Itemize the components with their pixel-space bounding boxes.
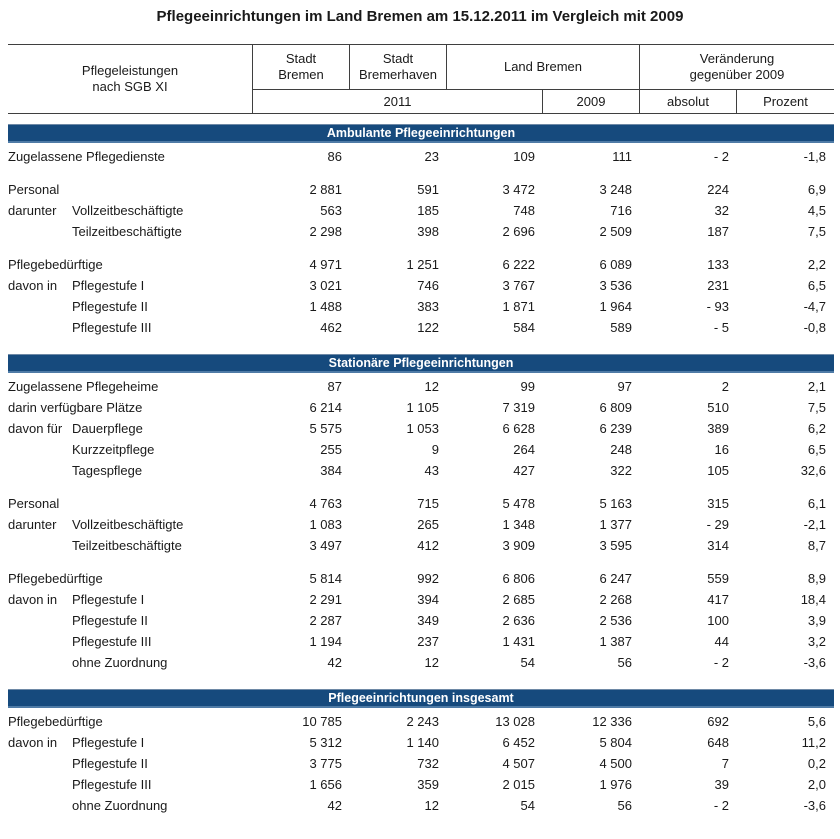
cell-value: 56	[617, 655, 632, 670]
cell-value: 3,9	[807, 613, 826, 628]
table-row	[8, 146, 834, 167]
row-label-text: Zugelassene Pflegeheime	[8, 379, 159, 394]
cell-value: 2 243	[406, 714, 439, 729]
cell-value: 11,2	[801, 735, 826, 750]
header-absolut-text: absolut	[667, 93, 709, 109]
row-label	[8, 442, 253, 457]
cell-value: 2 509	[599, 224, 632, 239]
cell-value: 265	[417, 517, 439, 532]
row-label-text: Pflegestufe II	[72, 299, 148, 314]
cell-value: 1 871	[502, 299, 535, 314]
header-year-2009	[543, 89, 640, 113]
cell-value: 4 971	[309, 257, 342, 272]
cell-value: 746	[417, 278, 439, 293]
cell-value: 16	[714, 442, 729, 457]
header-land-bremen-text: Land Bremen	[503, 59, 583, 74]
cell-value: 255	[320, 442, 342, 457]
cell-value: 44	[714, 634, 729, 649]
cell-value: 6 806	[502, 571, 535, 586]
row-label-prefix	[8, 463, 72, 478]
cell-value: - 5	[713, 320, 729, 335]
cell-value: 6 452	[502, 735, 535, 750]
cell-value: 6,5	[807, 278, 826, 293]
header-year-2009-text: 2009	[576, 93, 606, 109]
cell-value: - 2	[713, 655, 729, 670]
cell-value: 5 804	[599, 735, 632, 750]
row-label-prefix: darunter	[8, 517, 57, 532]
row-label-prefix	[8, 224, 72, 239]
row-label-text: Vollzeitbeschäftigte	[72, 203, 184, 218]
row-label	[8, 496, 253, 511]
cell-value: 18,4	[800, 592, 826, 607]
row-label-prefix	[8, 756, 72, 771]
table-row	[8, 179, 834, 200]
row-label-text: Pflegestufe III	[72, 634, 152, 649]
section-band: Stationäre Pflegeeinrichtungen	[8, 354, 834, 373]
header-year-2011-text: 2011	[383, 93, 412, 109]
cell-value: 510	[707, 400, 729, 415]
table-row	[8, 753, 834, 774]
header-prozent-text: Prozent	[763, 93, 808, 109]
cell-value: 6,1	[807, 496, 826, 511]
cell-value: - 93	[706, 299, 729, 314]
cell-value: 12	[424, 655, 439, 670]
cell-value: 10 785	[302, 714, 342, 729]
table-row	[8, 296, 834, 317]
cell-value: 3 536	[599, 278, 632, 293]
table-row	[8, 568, 834, 589]
cell-value: 5 814	[309, 571, 342, 586]
cell-value: 87	[327, 379, 342, 394]
row-label	[8, 149, 253, 164]
table-row	[8, 254, 834, 275]
row-label	[8, 592, 253, 607]
cell-value: 589	[610, 320, 632, 335]
cell-value: 992	[417, 571, 439, 586]
row-label	[8, 538, 253, 553]
cell-value: - 29	[706, 517, 729, 532]
table-row	[8, 317, 834, 338]
section-rows	[8, 146, 834, 338]
row-label-text: Pflegestufe I	[72, 278, 145, 293]
row-label-prefix	[8, 777, 72, 792]
row-label	[8, 379, 253, 394]
cell-value: 5 312	[309, 735, 342, 750]
row-label	[8, 634, 253, 649]
row-label-text: Pflegebedürftige	[8, 571, 103, 586]
cell-value: 2 685	[502, 592, 535, 607]
cell-value: 417	[707, 592, 729, 607]
cell-value: 3,2	[807, 634, 826, 649]
row-label-text: Dauerpflege	[72, 421, 143, 436]
cell-value: 1 488	[309, 299, 342, 314]
row-label	[8, 463, 253, 478]
row-label-text: Pflegestufe I	[72, 735, 145, 750]
cell-value: 5 575	[309, 421, 342, 436]
cell-value: 7 319	[502, 400, 535, 415]
cell-value: 12	[424, 798, 439, 813]
table-row	[8, 376, 834, 397]
row-label-text: Pflegestufe II	[72, 613, 148, 628]
header-stadt-bremerhaven	[350, 45, 447, 89]
cell-value: 715	[417, 496, 439, 511]
row-label-text: Pflegestufe III	[72, 320, 152, 335]
cell-value: 6 247	[599, 571, 632, 586]
cell-value: 185	[417, 203, 439, 218]
cell-value: 563	[320, 203, 342, 218]
table-header	[8, 44, 834, 114]
cell-value: 2 298	[309, 224, 342, 239]
table-section	[8, 354, 834, 673]
cell-value: 224	[707, 182, 729, 197]
cell-value: 100	[707, 613, 729, 628]
cell-value: 412	[417, 538, 439, 553]
table-row	[8, 418, 834, 439]
cell-value: 99	[520, 379, 535, 394]
cell-value: 2,2	[807, 257, 826, 272]
cell-value: 32,6	[800, 463, 826, 478]
row-label	[8, 299, 253, 314]
cell-value: 109	[513, 149, 535, 164]
cell-value: 6,9	[807, 182, 826, 197]
cell-value: 314	[707, 538, 729, 553]
cell-value: -2,1	[803, 517, 826, 532]
header-stadt-bremen-text: Stadt Bremen	[278, 51, 324, 82]
table-row	[8, 795, 834, 816]
cell-value: 3 248	[599, 182, 632, 197]
row-label-prefix: davon in	[8, 592, 58, 607]
cell-value: 133	[707, 257, 729, 272]
cell-value: 3 021	[309, 278, 342, 293]
table-row	[8, 711, 834, 732]
table-row	[8, 631, 834, 652]
row-label	[8, 400, 253, 415]
section-rows	[8, 376, 834, 673]
row-label	[8, 278, 253, 293]
row-label-text: Pflegestufe II	[72, 756, 148, 771]
header-row-label-text: Pflegeleistungen nach SGB XI	[81, 63, 179, 94]
cell-value: 122	[417, 320, 439, 335]
table-row	[8, 275, 834, 296]
cell-value: 39	[714, 777, 729, 792]
row-label-prefix	[8, 442, 72, 457]
cell-value: 54	[520, 798, 535, 813]
cell-value: 8,9	[807, 571, 826, 586]
cell-value: 86	[327, 149, 342, 164]
cell-value: 6 214	[309, 400, 342, 415]
cell-value: 3 472	[502, 182, 535, 197]
table-section	[8, 689, 834, 816]
page-title: Pflegeeinrichtungen im Land Bremen am 15.12.2011 im Vergleich mit 2009	[156, 8, 684, 25]
cell-value: 559	[707, 571, 729, 586]
cell-value: 13 028	[495, 714, 535, 729]
cell-value: - 2	[713, 149, 729, 164]
cell-value: 648	[707, 735, 729, 750]
row-label-text: ohne Zuordnung	[72, 798, 168, 813]
cell-value: 427	[513, 463, 535, 478]
table-row	[8, 652, 834, 673]
row-label-prefix	[8, 634, 72, 649]
cell-value: 1 251	[406, 257, 439, 272]
cell-value: 5 478	[502, 496, 535, 511]
cell-value: 4 763	[309, 496, 342, 511]
section-rows	[8, 711, 834, 816]
row-label-text: Teilzeitbeschäftigte	[72, 538, 182, 553]
row-label-prefix	[8, 613, 72, 628]
cell-value: 1 083	[309, 517, 342, 532]
cell-value: 4 507	[502, 756, 535, 771]
cell-value: 732	[417, 756, 439, 771]
table-row	[8, 397, 834, 418]
cell-value: 6 809	[599, 400, 632, 415]
cell-value: 2 287	[309, 613, 342, 628]
table-row	[8, 439, 834, 460]
table-row	[8, 493, 834, 514]
row-label-prefix: davon für	[8, 421, 63, 436]
cell-value: 462	[320, 320, 342, 335]
row-label-prefix: davon in	[8, 278, 58, 293]
row-label-prefix	[8, 538, 72, 553]
header-stadt-bremerhaven-text: Stadt Bremerhaven	[358, 51, 438, 82]
cell-value: -4,7	[803, 299, 826, 314]
table-row	[8, 774, 834, 795]
cell-value: 2 536	[599, 613, 632, 628]
cell-value: 7,5	[807, 224, 826, 239]
cell-value: 3 497	[309, 538, 342, 553]
header-prozent	[737, 89, 834, 113]
cell-value: 584	[513, 320, 535, 335]
row-label-text: Personal	[8, 496, 60, 511]
cell-value: -0,8	[803, 320, 826, 335]
cell-value: 2 291	[309, 592, 342, 607]
row-label	[8, 517, 253, 532]
cell-value: 23	[424, 149, 439, 164]
row-label	[8, 182, 253, 197]
cell-value: 97	[617, 379, 632, 394]
cell-value: 56	[617, 798, 632, 813]
cell-value: 394	[417, 592, 439, 607]
cell-value: 383	[417, 299, 439, 314]
cell-value: 2 015	[502, 777, 535, 792]
cell-value: 6 239	[599, 421, 632, 436]
cell-value: 1 377	[599, 517, 632, 532]
row-label	[8, 571, 253, 586]
cell-value: 1 656	[309, 777, 342, 792]
cell-value: 8,7	[807, 538, 826, 553]
cell-value: 2 696	[502, 224, 535, 239]
table-row	[8, 514, 834, 535]
cell-value: 1 140	[406, 735, 439, 750]
cell-value: 398	[417, 224, 439, 239]
section-band: Ambulante Pflegeeinrichtungen	[8, 124, 834, 143]
cell-value: 7	[721, 756, 729, 771]
cell-value: 389	[707, 421, 729, 436]
cell-value: 315	[707, 496, 729, 511]
cell-value: 2	[721, 379, 729, 394]
cell-value: 1 431	[502, 634, 535, 649]
row-label	[8, 224, 253, 239]
header-land-bremen	[447, 45, 640, 89]
table-row	[8, 610, 834, 631]
row-label	[8, 203, 253, 218]
row-label-prefix: darunter	[8, 203, 57, 218]
cell-value: 1 387	[599, 634, 632, 649]
cell-value: 1 964	[599, 299, 632, 314]
row-label	[8, 714, 253, 729]
table-row	[8, 732, 834, 753]
cell-value: 5,6	[807, 714, 826, 729]
row-label-text: Teilzeitbeschäftigte	[72, 224, 182, 239]
cell-value: 3 909	[502, 538, 535, 553]
cell-value: 42	[327, 655, 342, 670]
row-label	[8, 613, 253, 628]
cell-value: 2,0	[807, 777, 826, 792]
cell-value: 43	[424, 463, 439, 478]
cell-value: 716	[610, 203, 632, 218]
cell-value: 9	[431, 442, 439, 457]
row-label	[8, 735, 253, 750]
row-label-text: Vollzeitbeschäftigte	[72, 517, 184, 532]
cell-value: 5 163	[599, 496, 632, 511]
row-label-text: Pflegestufe I	[72, 592, 145, 607]
table-section	[8, 124, 834, 338]
cell-value: 384	[320, 463, 342, 478]
cell-value: 6 222	[502, 257, 535, 272]
cell-value: 187	[707, 224, 729, 239]
header-absolut	[640, 89, 737, 113]
cell-value: 0,2	[807, 756, 826, 771]
cell-value: 105	[707, 463, 729, 478]
cell-value: 1 194	[309, 634, 342, 649]
row-label-text: Kurzzeitpflege	[72, 442, 155, 457]
row-label-prefix	[8, 299, 72, 314]
cell-value: 2 268	[599, 592, 632, 607]
row-label-text: ohne Zuordnung	[72, 655, 168, 670]
cell-value: 3 775	[309, 756, 342, 771]
cell-value: 359	[417, 777, 439, 792]
cell-value: 54	[520, 655, 535, 670]
cell-value: -1,8	[803, 149, 826, 164]
cell-value: 111	[612, 149, 632, 164]
row-label-prefix	[8, 655, 72, 670]
cell-value: 4 500	[599, 756, 632, 771]
cell-value: 3 767	[502, 278, 535, 293]
table-row	[8, 460, 834, 481]
table-row	[8, 221, 834, 242]
cell-value: 6,2	[807, 421, 826, 436]
row-label	[8, 756, 253, 771]
cell-value: 322	[610, 463, 632, 478]
cell-value: - 2	[713, 798, 729, 813]
header-veraenderung-text: Veränderung gegenüber 2009	[689, 51, 785, 82]
row-label	[8, 320, 253, 335]
row-label	[8, 421, 253, 436]
row-label-text: Zugelassene Pflegedienste	[8, 149, 165, 164]
cell-value: 248	[610, 442, 632, 457]
table-body	[8, 124, 834, 816]
cell-value: 1 105	[406, 400, 439, 415]
cell-value: -3,6	[803, 655, 826, 670]
table-row	[8, 535, 834, 556]
row-label-text: darin verfügbare Plätze	[8, 400, 143, 415]
row-label-text: Personal	[8, 182, 60, 197]
row-label-text: Tagespflege	[72, 463, 143, 478]
cell-value: 2 636	[502, 613, 535, 628]
cell-value: 692	[707, 714, 729, 729]
cell-value: 7,5	[807, 400, 826, 415]
cell-value: 3 595	[599, 538, 632, 553]
row-label	[8, 777, 253, 792]
header-veraenderung	[640, 45, 834, 89]
cell-value: 1 053	[406, 421, 439, 436]
table-row	[8, 200, 834, 221]
cell-value: 349	[417, 613, 439, 628]
cell-value: 12 336	[592, 714, 632, 729]
cell-value: 4,5	[807, 203, 826, 218]
row-label	[8, 655, 253, 670]
row-label-prefix: davon in	[8, 735, 58, 750]
cell-value: 1 348	[502, 517, 535, 532]
cell-value: 591	[417, 182, 439, 197]
cell-value: 2 881	[309, 182, 342, 197]
cell-value: 231	[707, 278, 729, 293]
cell-value: 42	[327, 798, 342, 813]
row-label-text: Pflegebedürftige	[8, 257, 103, 272]
cell-value: 2,1	[807, 379, 826, 394]
row-label-text: Pflegebedürftige	[8, 714, 103, 729]
cell-value: 264	[513, 442, 535, 457]
cell-value: 12	[424, 379, 439, 394]
cell-value: -3,6	[803, 798, 826, 813]
row-label	[8, 798, 253, 813]
table-row	[8, 589, 834, 610]
header-row-label-column	[8, 45, 253, 113]
row-label	[8, 257, 253, 272]
row-label-prefix	[8, 798, 72, 813]
cell-value: 237	[417, 634, 439, 649]
section-band: Pflegeeinrichtungen insgesamt	[8, 689, 834, 708]
row-label-prefix	[8, 320, 72, 335]
header-year-2011	[253, 89, 543, 113]
cell-value: 32	[714, 203, 729, 218]
cell-value: 6,5	[807, 442, 826, 457]
header-stadt-bremen	[253, 45, 350, 89]
row-label-text: Pflegestufe III	[72, 777, 152, 792]
cell-value: 748	[513, 203, 535, 218]
statistics-table	[8, 44, 834, 816]
cell-value: 6 089	[599, 257, 632, 272]
cell-value: 6 628	[502, 421, 535, 436]
cell-value: 1 976	[599, 777, 632, 792]
